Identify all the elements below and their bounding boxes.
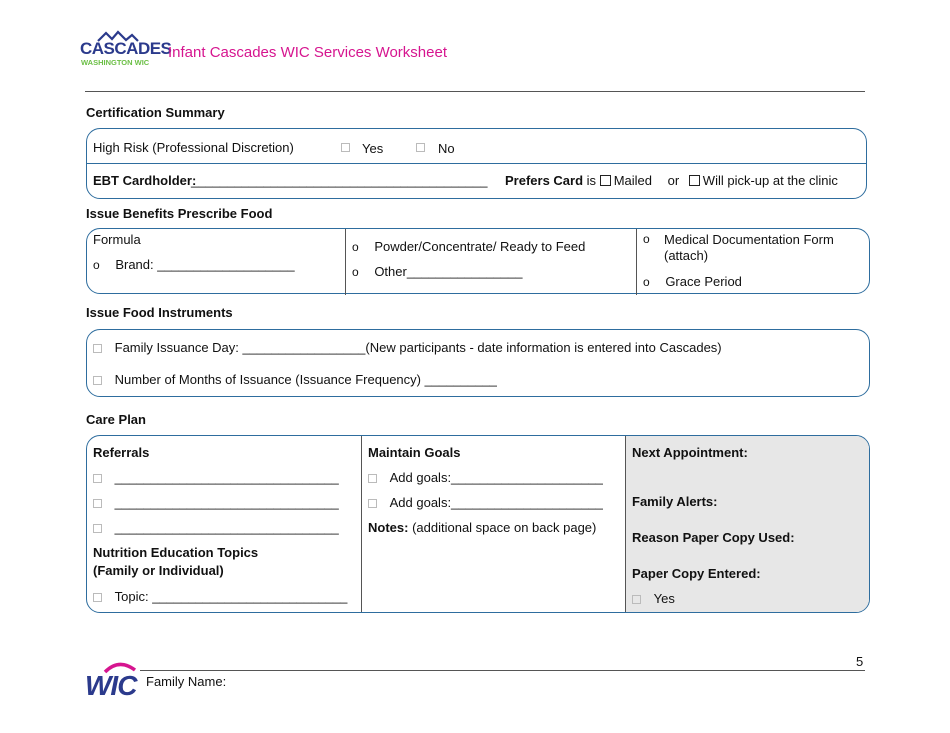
paper-entered-yes-label: Yes bbox=[653, 591, 675, 606]
other-field[interactable]: Other________________ bbox=[374, 264, 523, 279]
wic-logo bbox=[85, 660, 140, 704]
prescribe-divider-1 bbox=[345, 229, 346, 295]
wic-logo-text: WIC bbox=[85, 670, 137, 701]
med-doc-label: Medical Documentation Form (attach) bbox=[664, 232, 834, 263]
prescribe-heading: Issue Benefits Prescribe Food bbox=[86, 206, 273, 221]
powder-radio[interactable]: o bbox=[352, 240, 359, 254]
referral-field-3[interactable]: _______________________________ bbox=[114, 520, 339, 535]
other-row bbox=[352, 264, 523, 279]
issuance-day-text[interactable]: Family Issuance Day: _________________(New participants - date information is entered into Cascades) bbox=[114, 340, 722, 355]
certification-row-divider bbox=[87, 163, 866, 164]
months-text[interactable]: Number of Months of Issuance (Issuance Frequency) __________ bbox=[114, 372, 497, 387]
care-plan-heading: Care Plan bbox=[86, 412, 146, 427]
grace-row bbox=[643, 274, 742, 289]
or-text: or bbox=[667, 173, 680, 188]
page-title: Infant Cascades WIC Services Worksheet bbox=[168, 44, 447, 61]
certification-heading: Certification Summary bbox=[86, 105, 225, 120]
months-checkbox[interactable] bbox=[93, 376, 102, 385]
goal-checkbox-2[interactable] bbox=[368, 499, 377, 508]
brand-field[interactable]: Brand: ___________________ bbox=[115, 257, 295, 272]
mailed-label: Mailed bbox=[613, 173, 652, 188]
grey-panel bbox=[626, 436, 869, 612]
referral-checkbox-2[interactable] bbox=[93, 499, 102, 508]
issuance-day-row bbox=[93, 340, 722, 355]
nutrition-heading-2: (Family or Individual) bbox=[93, 563, 224, 578]
logo-main-text: CASCADES bbox=[80, 39, 172, 58]
header-divider bbox=[85, 91, 865, 92]
referral-row-2 bbox=[93, 495, 339, 510]
prescribe-divider-2 bbox=[636, 229, 637, 295]
topic-field[interactable]: Topic: ___________________________ bbox=[114, 589, 348, 604]
referral-field-1[interactable]: _______________________________ bbox=[114, 470, 339, 485]
prefers-is: is bbox=[586, 173, 597, 188]
goal-row-2 bbox=[368, 495, 603, 510]
grace-radio[interactable]: o bbox=[643, 275, 650, 289]
family-alerts-label: Family Alerts: bbox=[632, 494, 718, 509]
high-risk-no-label: No bbox=[438, 141, 455, 156]
notes-text: (additional space on back page) bbox=[412, 520, 597, 535]
goal-row-1 bbox=[368, 470, 603, 485]
topic-row bbox=[93, 589, 347, 604]
high-risk-yes-label: Yes bbox=[362, 141, 384, 156]
issuance-day-checkbox[interactable] bbox=[93, 344, 102, 353]
referrals-heading: Referrals bbox=[93, 445, 150, 460]
pickup-label: Will pick-up at the clinic bbox=[702, 173, 838, 188]
prefers-card-row bbox=[505, 173, 838, 188]
goal-field-1[interactable]: Add goals:_____________________ bbox=[389, 470, 603, 485]
brand-row bbox=[93, 257, 295, 272]
page-number: 5 bbox=[856, 654, 864, 669]
powder-row bbox=[352, 239, 585, 254]
mailed-checkbox[interactable] bbox=[600, 175, 611, 186]
ebt-cardholder-label: EBT Cardholder: bbox=[93, 173, 197, 188]
paper-entered-yes-checkbox[interactable] bbox=[632, 595, 641, 604]
notes-label: Notes: bbox=[368, 520, 409, 535]
maintain-goals-heading: Maintain Goals bbox=[368, 445, 461, 460]
pickup-checkbox[interactable] bbox=[689, 175, 700, 186]
logo-sub-text: WASHINGTON WIC bbox=[81, 58, 150, 67]
ebt-cardholder-field[interactable]: _________________________________________ bbox=[191, 173, 488, 188]
high-risk-no-checkbox[interactable] bbox=[416, 143, 425, 152]
brand-radio[interactable]: o bbox=[93, 258, 100, 272]
family-name-label: Family Name: bbox=[146, 674, 227, 689]
next-appointment-label: Next Appointment: bbox=[632, 445, 748, 460]
goal-field-2[interactable]: Add goals:_____________________ bbox=[389, 495, 603, 510]
cascades-logo bbox=[80, 30, 172, 70]
care-divider-1 bbox=[361, 436, 362, 612]
other-radio[interactable]: o bbox=[352, 265, 359, 279]
formula-label: Formula bbox=[93, 232, 141, 247]
nutrition-heading-1: Nutrition Education Topics bbox=[93, 545, 259, 560]
grace-label: Grace Period bbox=[665, 274, 742, 289]
high-risk-label: High Risk (Professional Discretion) bbox=[93, 140, 294, 155]
months-row bbox=[93, 372, 497, 387]
paper-entered-yes-row bbox=[632, 591, 675, 606]
paper-entered-label: Paper Copy Entered: bbox=[632, 566, 761, 581]
referral-field-2[interactable]: _______________________________ bbox=[114, 495, 339, 510]
instruments-heading: Issue Food Instruments bbox=[86, 305, 233, 320]
referral-row-1 bbox=[93, 470, 339, 485]
notes-row bbox=[368, 520, 596, 535]
referral-row-3 bbox=[93, 520, 339, 535]
med-doc-radio[interactable]: o bbox=[643, 232, 650, 246]
referral-checkbox-3[interactable] bbox=[93, 524, 102, 533]
care-divider-2 bbox=[625, 436, 626, 612]
high-risk-yes-checkbox[interactable] bbox=[341, 143, 350, 152]
reason-paper-label: Reason Paper Copy Used: bbox=[632, 530, 795, 545]
referral-checkbox-1[interactable] bbox=[93, 474, 102, 483]
topic-checkbox[interactable] bbox=[93, 593, 102, 602]
goal-checkbox-1[interactable] bbox=[368, 474, 377, 483]
powder-label: Powder/Concentrate/ Ready to Feed bbox=[374, 239, 586, 254]
prefers-card-label: Prefers Card bbox=[505, 173, 584, 188]
footer-divider bbox=[140, 670, 865, 671]
